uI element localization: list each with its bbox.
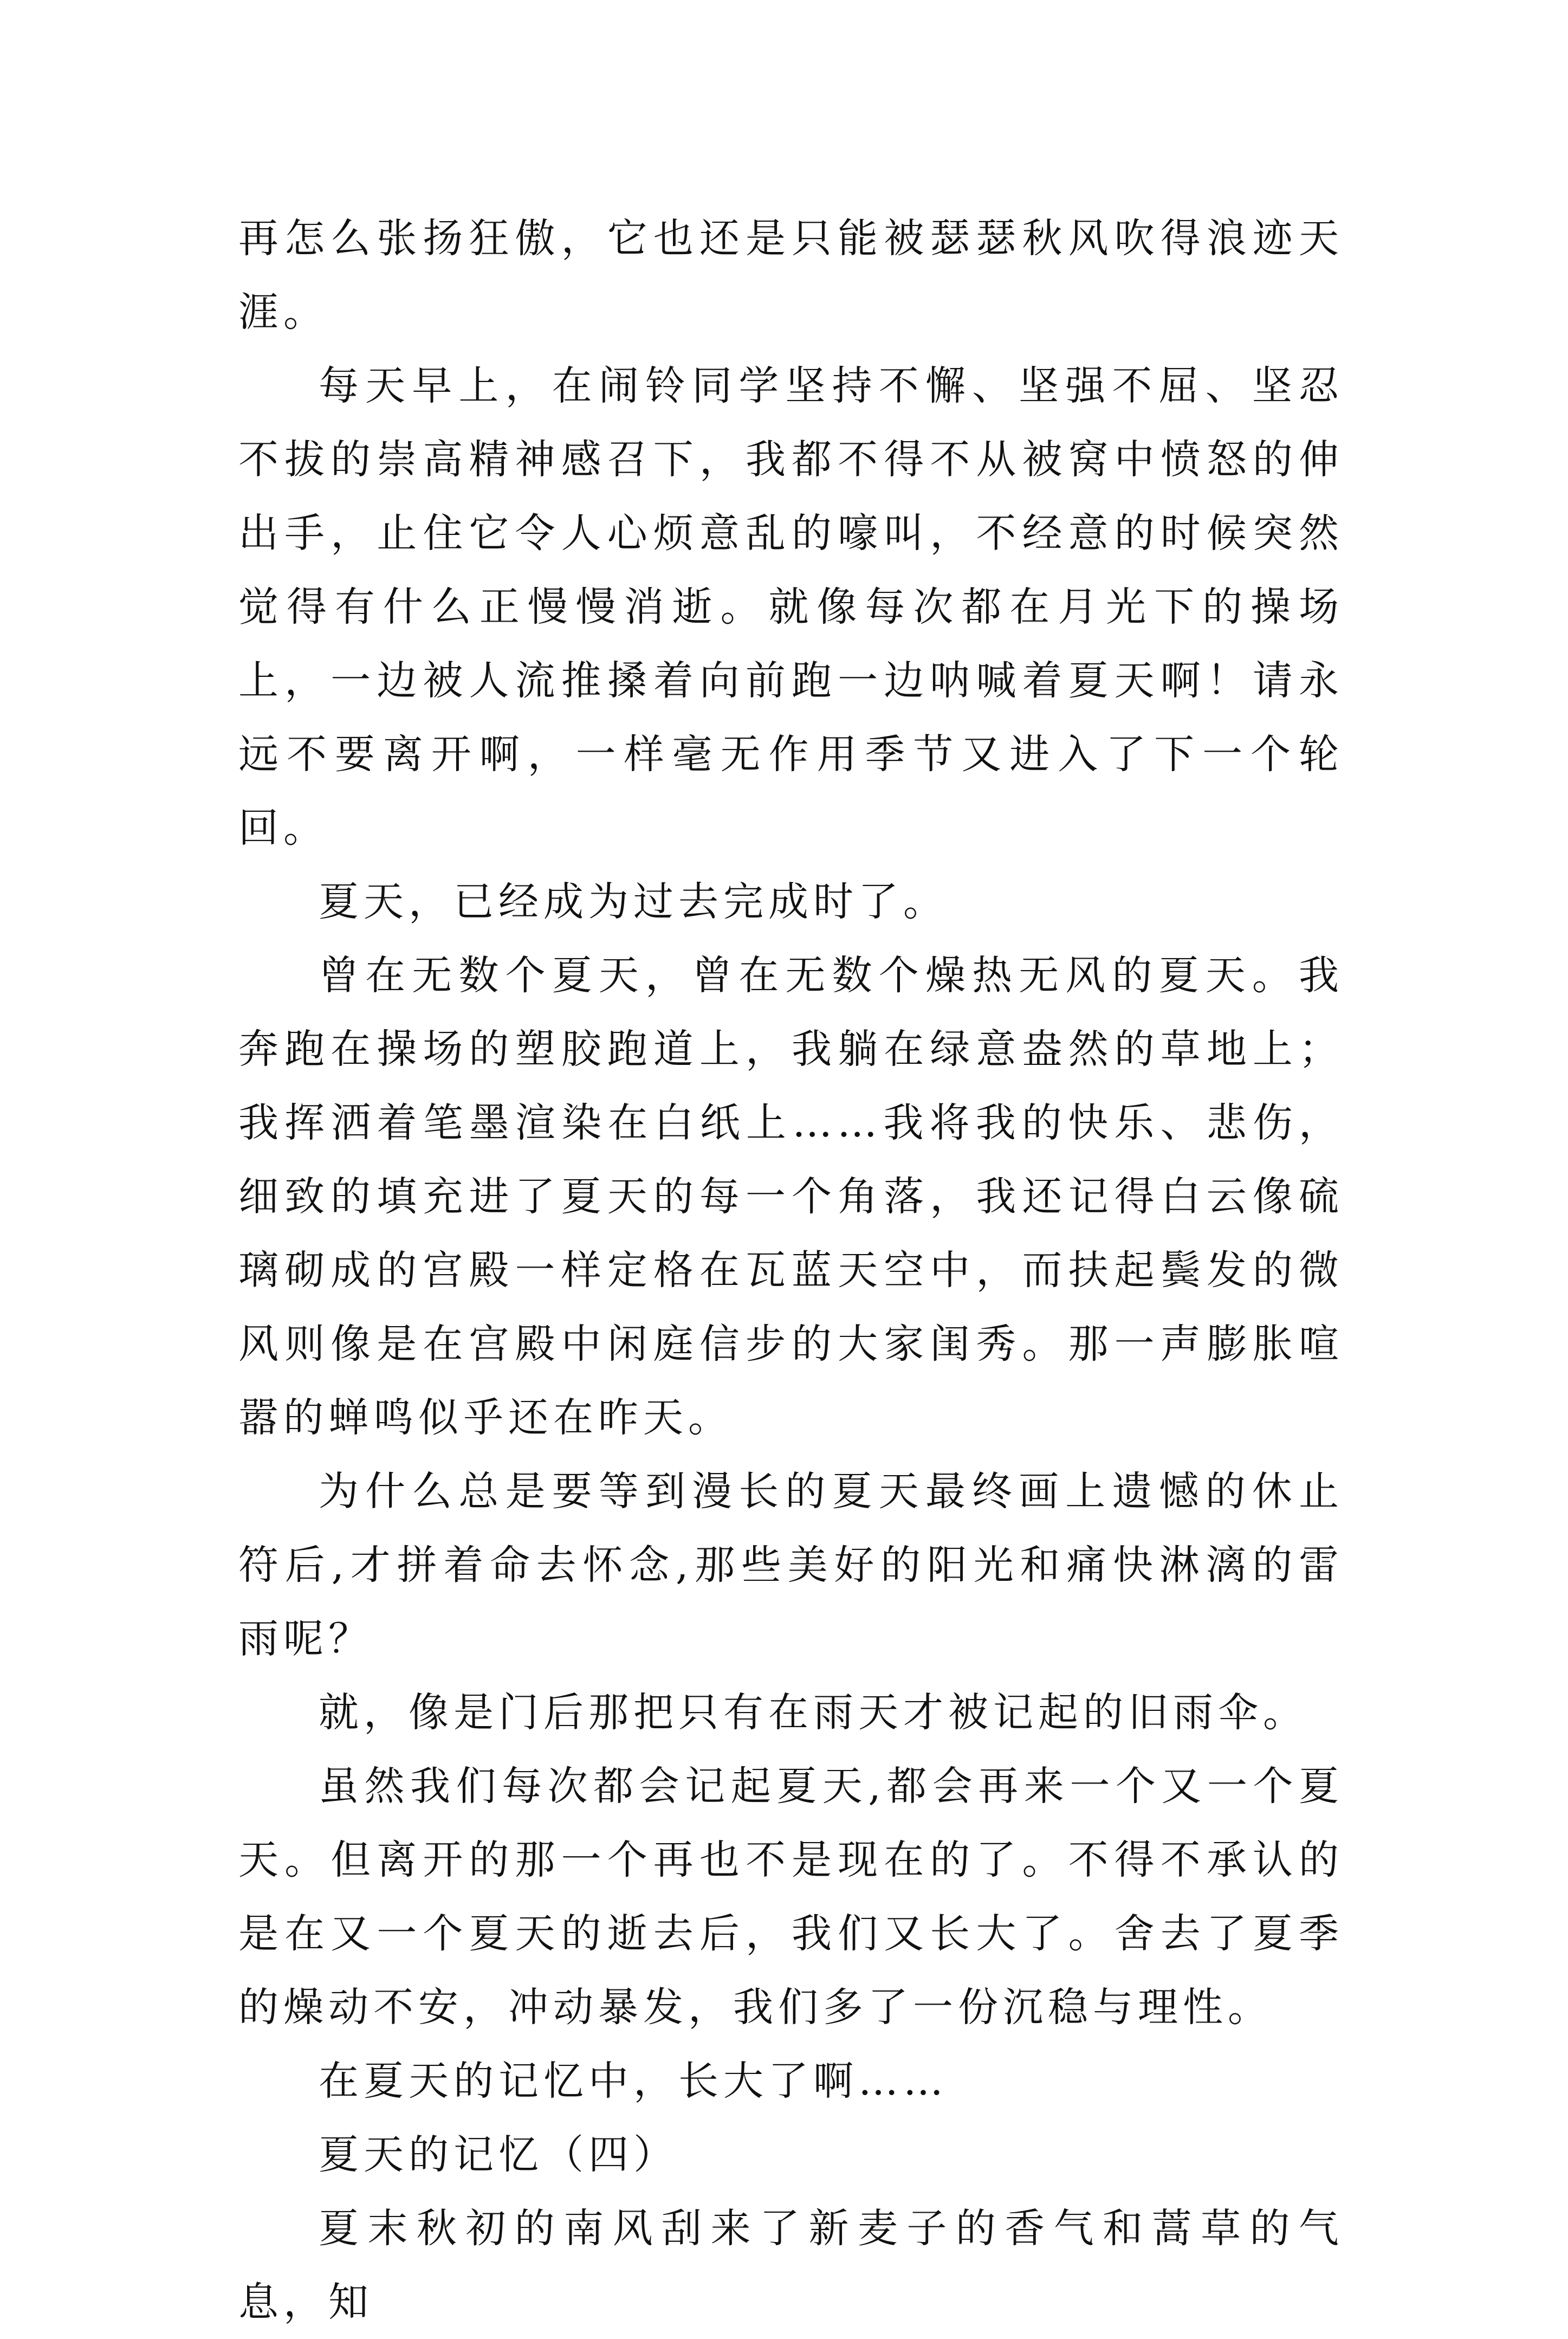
paragraph-6: 就，像是门后那把只有在雨天才被记起的旧雨伞。: [319, 1689, 1308, 1736]
paragraph-5: 为什么总是要等到漫长的夏天最终画上遗憾的休止符后,才拼着命去怀念,那些美好的阳光和痛快淋漓的雷雨呢？: [238, 1468, 1344, 1662]
paragraph-8: 在夏天的记忆中，长大了啊……: [319, 2058, 948, 2104]
paragraph-4: 曾在无数个夏天，曾在无数个燥热无风的夏天。我奔跑在操场的塑胶跑道上，我躺在绿意盎然的草地上；我挥洒着笔墨渲染在白纸上……我将我的快乐、悲伤，细致的填充进了夏天的每一个角落，我还记得白云像硫璃砌成的宫殿一样定格在瓦蓝天空中，而扶起鬓发的微风则像是在宫殿中闲庭信步的大家闺秀。那一声膨胀喧嚣的蝉鸣似乎还在昨天。: [238, 952, 1344, 1441]
paragraph-7: 虽然我们每次都会记起夏天,都会再来一个又一个夏天。但离开的那一个再也不是现在的了。不得不承认的是在又一个夏天的逝去后，我们又长大了。舍去了夏季的燥动不安，冲动暴发，我们多了一份沉稳与理性。: [238, 1763, 1344, 2031]
paragraph-1: 再怎么张扬狂傲，它也还是只能被瑟瑟秋风吹得浪迹天涯。: [238, 215, 1344, 335]
paragraph-2: 每天早上，在闹铃同学坚持不懈、坚强不屈、坚忍不拔的崇高精神感召下，我都不得不从被窝中愤怒的伸出手，止住它令人心烦意乱的嚎叫，不经意的时候突然觉得有什么正慢慢消逝。就像每次都在月光下的操场上，一边被人流推搡着向前跑一边呐喊着夏天啊！请永远不要离开啊，一样毫无作用季节又进入了下一个轮回。: [238, 363, 1344, 851]
paragraph-9: 夏末秋初的南风刮来了新麦子的香气和蒿草的气息，知: [238, 2205, 1344, 2325]
paragraph-3: 夏天，已经成为过去完成时了。: [319, 878, 948, 925]
document-body: [238, 202, 1344, 2339]
section-heading: 夏天的记忆（四）: [319, 2131, 678, 2178]
